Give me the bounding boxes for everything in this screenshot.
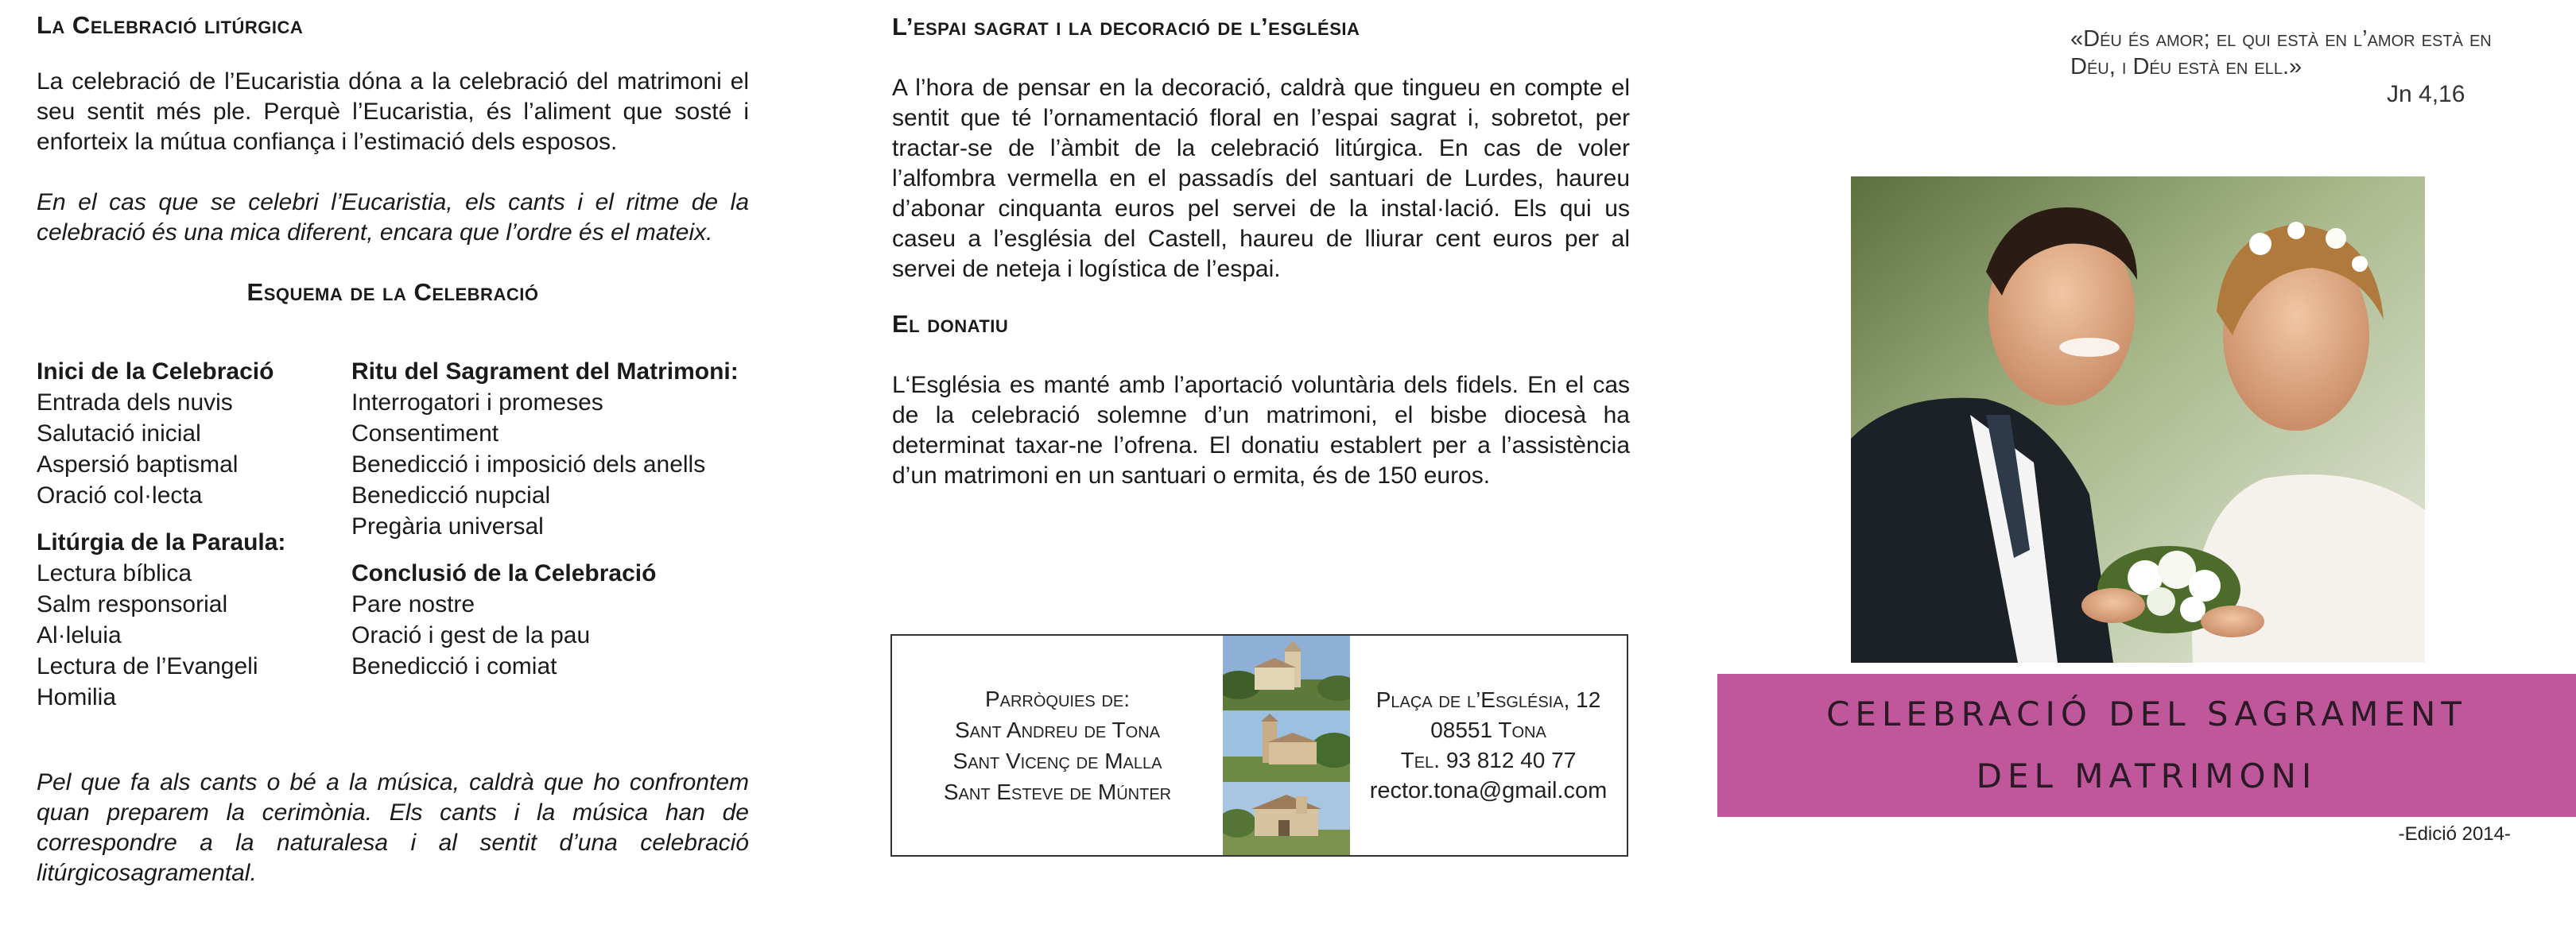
quote-reference: Jn 4,16 (2387, 81, 2465, 107)
list-item: Benedicció nupcial (351, 482, 551, 509)
schema-column-right (351, 356, 765, 682)
parish-name: Sant Andreu de Tona (955, 718, 1160, 742)
list-item: Entrada dels nuvis (37, 389, 233, 416)
parish-name: Sant Vicenç de Malla (952, 749, 1162, 773)
list-item: Consentiment (351, 420, 499, 447)
list-item: Lectura bíblica (37, 560, 192, 586)
church-photo (1223, 782, 1350, 855)
cover-title-line: CELEBRACIÓ DEL SAGRAMENT (1826, 695, 2467, 733)
schema-title: Esquema de la Celebració (246, 278, 539, 306)
group-heading: Inici de la Celebració (37, 358, 274, 385)
list-item: Oració i gest de la pau (351, 622, 591, 648)
group-heading: Conclusió de la Celebració (351, 560, 657, 586)
liturgy-intro: La celebració de l’Eucaristia dóna a la celebració del matrimoni el seu sentit més ple. Perquè l’Eucaristia, és l’aliment que sosté i enforteix la mútua confiança i l’estimació dels esposos. (37, 68, 749, 155)
list-item: Benedicció i comiat (351, 653, 557, 679)
donation-text: L‘Església es manté amb l’aportació voluntària dels fidels. En el cas de la celebració solemne d’un matrimoni, el bisbe diocesà ha determinat taxar-ne l’ofrena. El donatiu establert per a l’assistència d’un matrimoni en un santuari o ermita, és de 150 euros. (892, 372, 1630, 489)
list-item: Salutació inicial (37, 420, 201, 447)
address-phone: Tel. 93 812 40 77 (1400, 748, 1577, 772)
list-item: Pare nostre (351, 591, 475, 617)
donation-title: El donatiu (892, 310, 1009, 338)
list-item: Interrogatori i promeses (351, 389, 603, 416)
list-item: Homilia (37, 684, 117, 710)
schema-column-left (37, 356, 339, 713)
decoration-text: A l’hora de pensar en la decoració, caldrà que tingueu en compte el sentit que té l’ornamentació floral en l’espai sagrat i, sobretot, per tractar-se de l’àmbit de la celebració litúrgica. En cas de voler l’alfombra vermella en el passadís del santuari de Lurdes, haureu d’abonar cinquanta euros pel servei de la instal·lació. Els qui us caseu a l’església del Castell, haureu de lliurar cent euros per al servei de neteja i logística de l’espai. (892, 75, 1630, 282)
address-city: 08551 Tona (1430, 718, 1546, 742)
parishes-label: Parròquies de: (984, 687, 1131, 711)
cover-quote: «Déu és amor; el qui està en l’amor està en Déu, i Déu està en ell.» (2070, 26, 2492, 79)
church-photo (1223, 636, 1350, 710)
liturgy-title: La Celebració litúrgica (37, 11, 304, 39)
decoration-title: L’espai sagrat i la decoració de l’església (892, 13, 1360, 41)
contact-box (890, 634, 1628, 857)
list-item: Salm responsorial (37, 591, 228, 617)
parish-address (1350, 636, 1627, 855)
list-item: Pregària universal (351, 513, 544, 540)
parish-name: Sant Esteve de Múnter (943, 780, 1172, 804)
group-heading: Ritu del Sagrament del Matrimoni: (351, 358, 739, 385)
parishes-list (892, 636, 1223, 855)
cover-title-line: DEL MATRIMONI (1976, 757, 2318, 795)
list-item: Benedicció i imposició dels anells (351, 451, 706, 478)
list-item: Al·leluia (37, 622, 122, 648)
address-street: Plaça de l’Església, 12 (1375, 687, 1601, 712)
cover-panel (1717, 0, 2576, 925)
liturgy-intro-italic: En el cas que se celebri l’Eucaristia, els cants i el ritme de la celebració és una mica diferent, encara que l’ordre és el mateix. (37, 189, 749, 246)
church-photo (1223, 710, 1350, 782)
group-heading: Litúrgia de la Paraula: (37, 529, 286, 555)
liturgy-panel (37, 0, 749, 925)
list-item: Oració col·lecta (37, 482, 203, 509)
cover-title-banner (1717, 674, 2576, 817)
info-panel (892, 0, 1630, 925)
liturgy-closing: Pel que fa als cants o bé a la música, caldrà que ho confrontem quan preparem la cerimònia. Els cants i la música han de correspondre a la naturalesa i al sentit d’una celebració litúrgicosagramental. (37, 769, 749, 886)
list-item: Aspersió baptismal (37, 451, 239, 478)
edition-label: -Edició 2014- (2398, 823, 2511, 845)
list-item: Lectura de l’Evangeli (37, 653, 258, 679)
wedding-couple-photo (1851, 176, 2425, 663)
address-email: rector.tona@gmail.com (1369, 778, 1608, 803)
church-photos (1223, 636, 1350, 855)
